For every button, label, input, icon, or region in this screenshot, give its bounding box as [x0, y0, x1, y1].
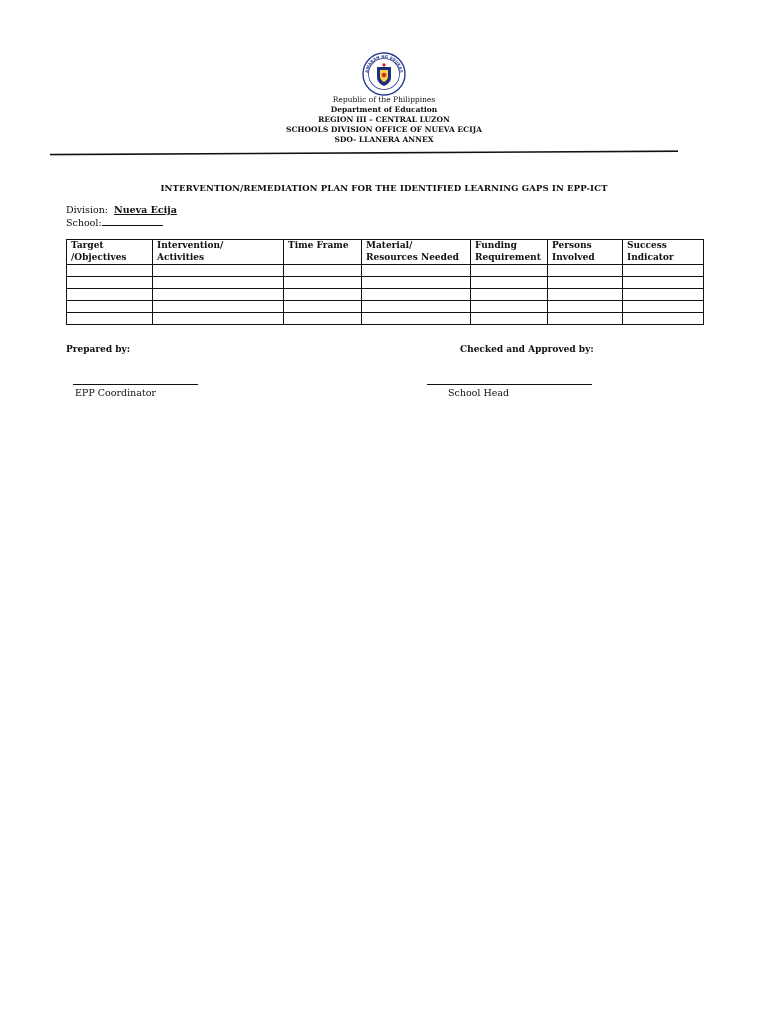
- header-division-office: SCHOOLS DIVISION OFFICE OF NUEVA ECIJA: [286, 125, 482, 134]
- division-label: Division:: [66, 205, 109, 216]
- division-field: [66, 205, 177, 216]
- table-row: [67, 265, 704, 277]
- prepared-by-label: Prepared by:: [66, 345, 131, 355]
- table-row: [67, 277, 704, 289]
- approved-role: School Head: [448, 388, 510, 399]
- col-persons-involved: Persons Involved: [548, 240, 623, 265]
- table-header-row: [67, 240, 704, 265]
- table-row: [67, 301, 704, 313]
- col-intervention-activities: Intervention/ Activities: [153, 240, 284, 265]
- col-success-indicator: Success Indicator: [623, 240, 704, 265]
- header-region: REGION III – CENTRAL LUZON: [318, 115, 450, 124]
- header-divider: [50, 150, 678, 156]
- col-funding-requirement: Funding Requirement: [471, 240, 548, 265]
- agency-header: [0, 95, 768, 145]
- header-annex: SDO- LLANERA ANNEX: [334, 135, 434, 144]
- deped-seal-logo: [362, 52, 406, 96]
- school-label: School:: [66, 218, 102, 229]
- division-value: Nueva Ecija: [114, 205, 177, 216]
- prepared-role: EPP Coordinator: [75, 388, 156, 399]
- header-department: Department of Education: [330, 105, 438, 114]
- prepared-signature-line[interactable]: [73, 384, 198, 385]
- col-target-objectives: Target /Objectives: [67, 240, 153, 265]
- school-field: [66, 216, 163, 229]
- svg-text:KAGAWARAN NG EDUKASYON: AWARAN NG EDUKAS: [364, 53, 404, 74]
- table-row: [67, 313, 704, 325]
- school-blank[interactable]: [102, 216, 163, 226]
- col-material-resources: Material/ Resources Needed: [362, 240, 471, 265]
- table-row: [67, 289, 704, 301]
- approved-signature-line[interactable]: [427, 384, 592, 385]
- approved-by-label: Checked and Approved by:: [460, 345, 594, 355]
- intervention-plan-table: [66, 239, 704, 325]
- header-republic: Republic of the Philippines: [332, 95, 436, 104]
- document-title: INTERVENTION/REMEDIATION PLAN FOR THE IDENTIFIED LEARNING GAPS IN EPP-ICT: [160, 184, 608, 194]
- col-time-frame: Time Frame: [284, 240, 362, 265]
